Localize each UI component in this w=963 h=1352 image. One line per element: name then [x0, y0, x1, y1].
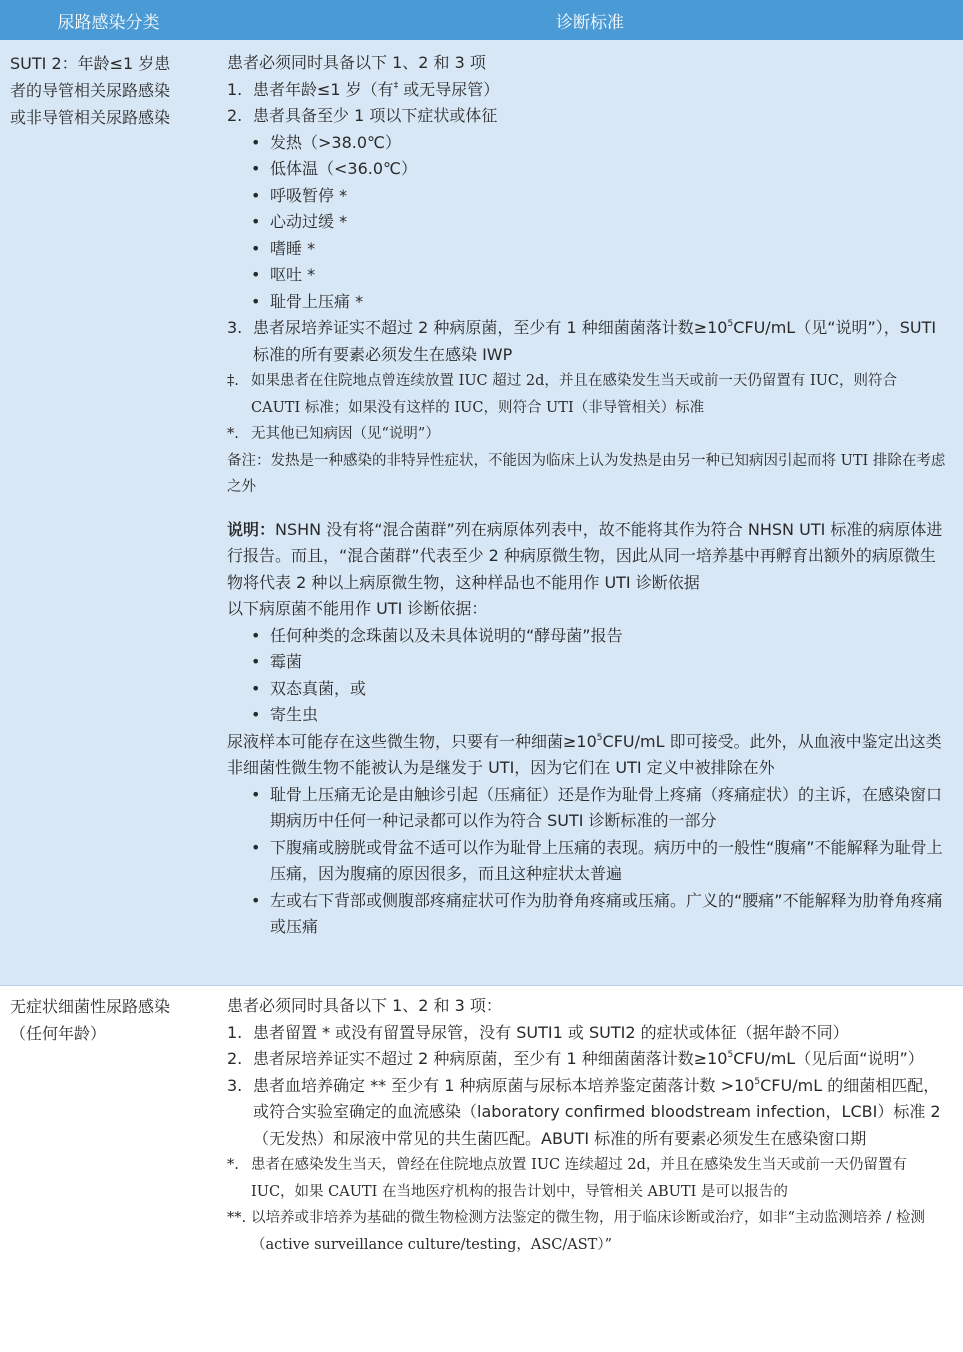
explanation-text: NSHN 没有将“混合菌群”列在病原体列表中，故不能将其作为符合 NHSN UTI 标准的病原体进行报告。而且，“混合菌群”代表至少 2 种病原微生物，因此从同一培养基中再孵育出额外的病原微生物将代表 2 种以上病原微生物，这种样品也不能用作 UTI 诊断依据 [227, 519, 943, 592]
footnote-mark: *. [227, 426, 239, 442]
category-line: SUTI 2：年龄≤1 岁患 [10, 54, 171, 73]
item-text: 患者具备至少 1 项以下症状或体征 [253, 106, 498, 125]
urine-text-part: 尿液样本可能存在这些微生物，只要有一种细菌≥10 [227, 731, 597, 751]
table-row [0, 40, 963, 986]
item-text-part: 或无导尿管） [403, 79, 500, 99]
category-cell [0, 986, 217, 1352]
footnote-mark: *. [227, 1157, 239, 1173]
numbered-item [227, 1020, 949, 1047]
bullet-icon: • [251, 890, 261, 910]
excluded-text: 双态真菌，或 [270, 678, 367, 698]
footnote [227, 368, 949, 421]
excluded-text: 霉菌 [270, 652, 303, 671]
item-number: 2. [227, 106, 243, 125]
superscript: 5 [727, 1050, 734, 1060]
symptom-text: 低体温（<36.0℃） [270, 159, 418, 178]
footnote-text: 以培养或非培养为基础的微生物检测方法鉴定的微生物，用于临床诊断或治疗，如非“主动监测培养 / 检测（active surveillance culture/testing，ASC/AST）” [251, 1210, 926, 1253]
numbered-item [227, 1046, 949, 1073]
list-item [227, 130, 949, 157]
item-number: 1. [227, 1022, 243, 1042]
item-text-part: 患者尿培养证实不超过 2 种病原菌，至少有 1 种细菌菌落计数≥10 [253, 1049, 728, 1068]
criteria-intro: 患者必须同时具备以下 1、2 和 3 项： [227, 996, 502, 1015]
explanation [227, 517, 949, 597]
table-row [0, 986, 963, 1352]
item-text [253, 1046, 949, 1073]
item-text-part: 患者血培养确定 ** 至少有 1 种病原菌与尿标本培养鉴定菌落计数 >10 [253, 1075, 755, 1095]
excluded-intro: 以下病原菌不能用作 UTI 诊断依据： [227, 599, 488, 618]
table-header [0, 0, 963, 40]
list-item [227, 702, 949, 729]
superscript: 5 [596, 732, 603, 743]
symptom-text: 耻骨上压痛 * [270, 291, 364, 311]
item-text-part: CFU/mL（见后面“说明”） [733, 1049, 924, 1068]
symptom-text: 发热（>38.0℃） [270, 132, 402, 152]
list-item [227, 835, 949, 888]
bullet-icon: • [251, 212, 261, 231]
item-text-part: CFU/mL（见“说明”），SUTI 标准的所有要素必须发生在感染 IWP [253, 318, 937, 364]
header-category: 尿路感染分类 [57, 12, 160, 33]
symptom-text: 嗜睡 * [270, 238, 316, 258]
bullet-icon: • [251, 625, 261, 645]
numbered-item [227, 77, 949, 104]
excluded-text: 任何种类的念珠菌以及未具体说明的“酵母菌”报告 [270, 625, 623, 645]
numbered-item [227, 315, 949, 368]
item-number: 3. [227, 1075, 243, 1095]
category-line: （任何年龄） [10, 1024, 107, 1043]
remark-note: 备注：发热是一种感染的非特异性症状，不能因为临床上认为发热是由另一种已知病因引起而将 UTI 排除在考虑之外 [227, 452, 946, 495]
urine-text-part: CFU/mL 即可接受。此外，从血液中鉴定出这类非细菌性微生物不能被认为是继发于 UTI，因为它们在 UTI 定义中被排除在外 [227, 731, 942, 777]
item-text [253, 315, 949, 368]
numbered-item [227, 103, 949, 130]
item-text: 患者留置 * 或没有留置导尿管，没有 SUTI1 或 SUTI2 的症状或体征（据年龄不同） [253, 1022, 849, 1042]
criteria-intro: 患者必须同时具备以下 1、2 和 3 项 [227, 53, 486, 72]
item-text-part: CFU/mL 的细菌相匹配，或符合实验室确定的血流感染（laboratory confirmed bloodstream infection，LCBI）标准 2（无发热）和尿液中常见的共生菌匹配。ABUTI 标准的所有要素必须发生在感染窗口期 [253, 1075, 941, 1148]
footnote [227, 1205, 949, 1258]
criteria-cell [217, 40, 963, 985]
header-criteria: 诊断标准 [556, 12, 624, 33]
bullet-icon: • [251, 265, 261, 284]
bullet-icon: • [251, 784, 261, 804]
item-text [253, 1073, 949, 1153]
superscript: 5 [754, 1076, 761, 1087]
footnote [227, 1152, 949, 1205]
item-number: 3. [227, 318, 243, 337]
guidance-text: 下腹痛或膀胱或骨盆不适可以作为耻骨上压痛的表现。病历中的一般性“腹痛”不能解释为耻骨上压痛，因为腹痛的原因很多，而且这种症状太普遍 [270, 837, 943, 883]
numbered-item [227, 1073, 949, 1153]
guidance-text: 耻骨上压痛无论是由触诊引起（压痛征）还是作为耻骨上疼痛（疼痛症状）的主诉，在感染窗口期病历中任何一种记录都可以作为符合 SUTI 诊断标准的一部分 [270, 784, 943, 830]
bullet-icon: • [251, 238, 261, 258]
item-text-part: 患者尿培养证实不超过 2 种病原菌，至少有 1 种细菌菌落计数≥10 [253, 318, 728, 337]
list-item [227, 676, 949, 703]
category-cell [0, 40, 217, 985]
bullet-icon: • [251, 185, 261, 205]
bullet-icon: • [251, 132, 261, 152]
urine-note [227, 729, 949, 782]
category-line: 无症状细菌性尿路感染 [10, 997, 171, 1016]
bullet-icon: • [251, 159, 261, 178]
bullet-icon: • [251, 837, 261, 857]
superscript: 5 [727, 319, 734, 329]
footnote-text: 患者在感染发生当天，曾经在住院地点放置 IUC 连续超过 2d，并且在感染发生当天或前一天仍留置有 IUC，如果 CAUTI 在当地医疗机构的报告计划中，导管相关 ABUTI 是可以报告的 [251, 1157, 907, 1200]
criteria-cell [217, 986, 963, 1352]
item-number: 1. [227, 79, 243, 99]
bullet-icon: • [251, 652, 261, 671]
bullet-icon: • [251, 678, 261, 698]
footnote-mark: **. [227, 1210, 247, 1226]
list-item [227, 236, 949, 263]
list-item [227, 782, 949, 835]
list-item [227, 649, 949, 676]
list-item [227, 156, 949, 183]
list-item [227, 262, 949, 289]
list-item [227, 623, 949, 650]
excluded-text: 寄生虫 [270, 705, 319, 724]
symptom-text: 心动过缓 * [270, 212, 348, 231]
footnote-mark: ‡. [227, 373, 239, 389]
footnote-text: 如果患者在住院地点曾连续放置 IUC 超过 2d，并且在感染发生当天或前一天仍留置有 IUC，则符合 CAUTI 标准；如果没有这样的 IUC，则符合 UTI（非导管相关）标准 [251, 373, 898, 416]
bullet-icon: • [251, 705, 261, 724]
explanation-label: 说明： [227, 519, 276, 539]
list-item [227, 888, 949, 941]
footnote-text: 无其他已知病因（见“说明”） [251, 426, 440, 442]
footnote [227, 421, 949, 448]
symptom-text: 呼吸暂停 * [270, 185, 348, 205]
item-text-part: 患者年龄≤1 岁（有 [253, 79, 394, 99]
category-line: 或非导管相关尿路感染 [10, 108, 171, 127]
symptom-text: 呕吐 * [270, 265, 316, 284]
guidance-text: 左或右下背部或侧腹部疼痛症状可作为肋脊角疼痛或压痛。广义的“腰痛”不能解释为肋脊角疼痛或压痛 [270, 890, 943, 936]
bullet-icon: • [251, 291, 261, 311]
list-item [227, 183, 949, 210]
item-text [253, 77, 949, 104]
list-item [227, 289, 949, 316]
footnote-mark: ‡ [393, 80, 399, 91]
item-number: 2. [227, 1049, 243, 1068]
list-item [227, 209, 949, 236]
category-line: 者的导管相关尿路感染 [10, 81, 171, 100]
